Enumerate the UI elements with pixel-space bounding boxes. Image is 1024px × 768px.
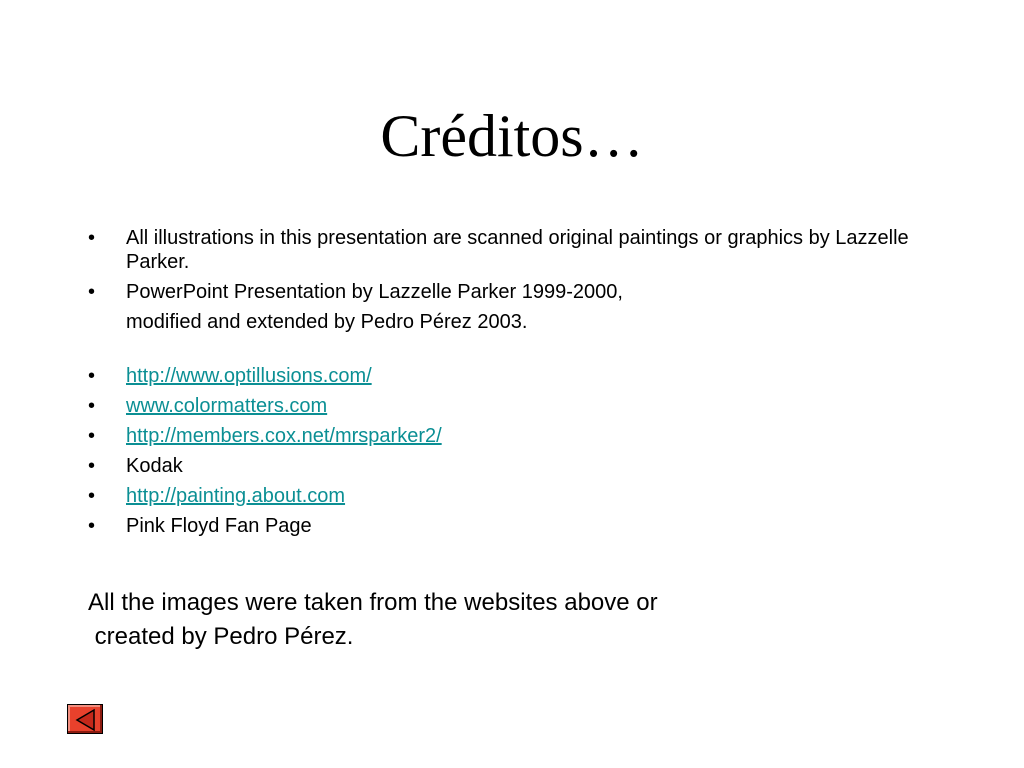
sources-list: [88, 364, 948, 538]
source-link-colormatters[interactable]: www.colormatters.com: [126, 395, 328, 417]
source-text-pink-floyd: Pink Floyd Fan Page: [126, 515, 312, 537]
footer-line-1: All the images were taken from the websites above or: [88, 589, 658, 616]
bullet-glyph: •: [88, 515, 96, 537]
list-item: [88, 454, 948, 478]
left-triangle-icon: [68, 705, 104, 735]
bullet-glyph: •: [88, 365, 96, 387]
slide-body: [88, 226, 948, 544]
credits-list: [88, 226, 948, 304]
source-link-painting-about[interactable]: http://painting.about.com: [126, 485, 346, 507]
credit-continuation: modified and extended by Pedro Pérez 2003.: [126, 311, 528, 333]
source-text-kodak: Kodak: [126, 455, 183, 477]
bullet-glyph: •: [88, 485, 96, 507]
footer-line-2: created by Pedro Pérez.: [88, 623, 354, 650]
bullet-glyph: •: [88, 281, 96, 303]
credit-text: PowerPoint Presentation by Lazzelle Parker 1999-2000,: [126, 281, 623, 303]
bullet-glyph: •: [88, 227, 96, 249]
list-item: [88, 280, 948, 304]
bullet-glyph: •: [88, 425, 96, 447]
list-item: [88, 484, 948, 508]
footer-note: [88, 586, 948, 654]
bullet-glyph: •: [88, 455, 96, 477]
bullet-glyph: •: [88, 395, 96, 417]
slide-title: Créditos…: [380, 103, 644, 169]
list-item: [88, 514, 948, 538]
credit-text: All illustrations in this presentation are scanned original paintings or graphics by Lazzelle Parker.: [126, 227, 909, 273]
back-button[interactable]: [67, 704, 103, 734]
source-link-mrsparker[interactable]: http://members.cox.net/mrsparker2/: [126, 425, 442, 447]
list-item: [88, 226, 948, 274]
list-item: [88, 364, 948, 388]
list-item: [88, 394, 948, 418]
list-item: [88, 424, 948, 448]
source-link-optillusions[interactable]: http://www.optillusions.com/: [126, 365, 372, 387]
